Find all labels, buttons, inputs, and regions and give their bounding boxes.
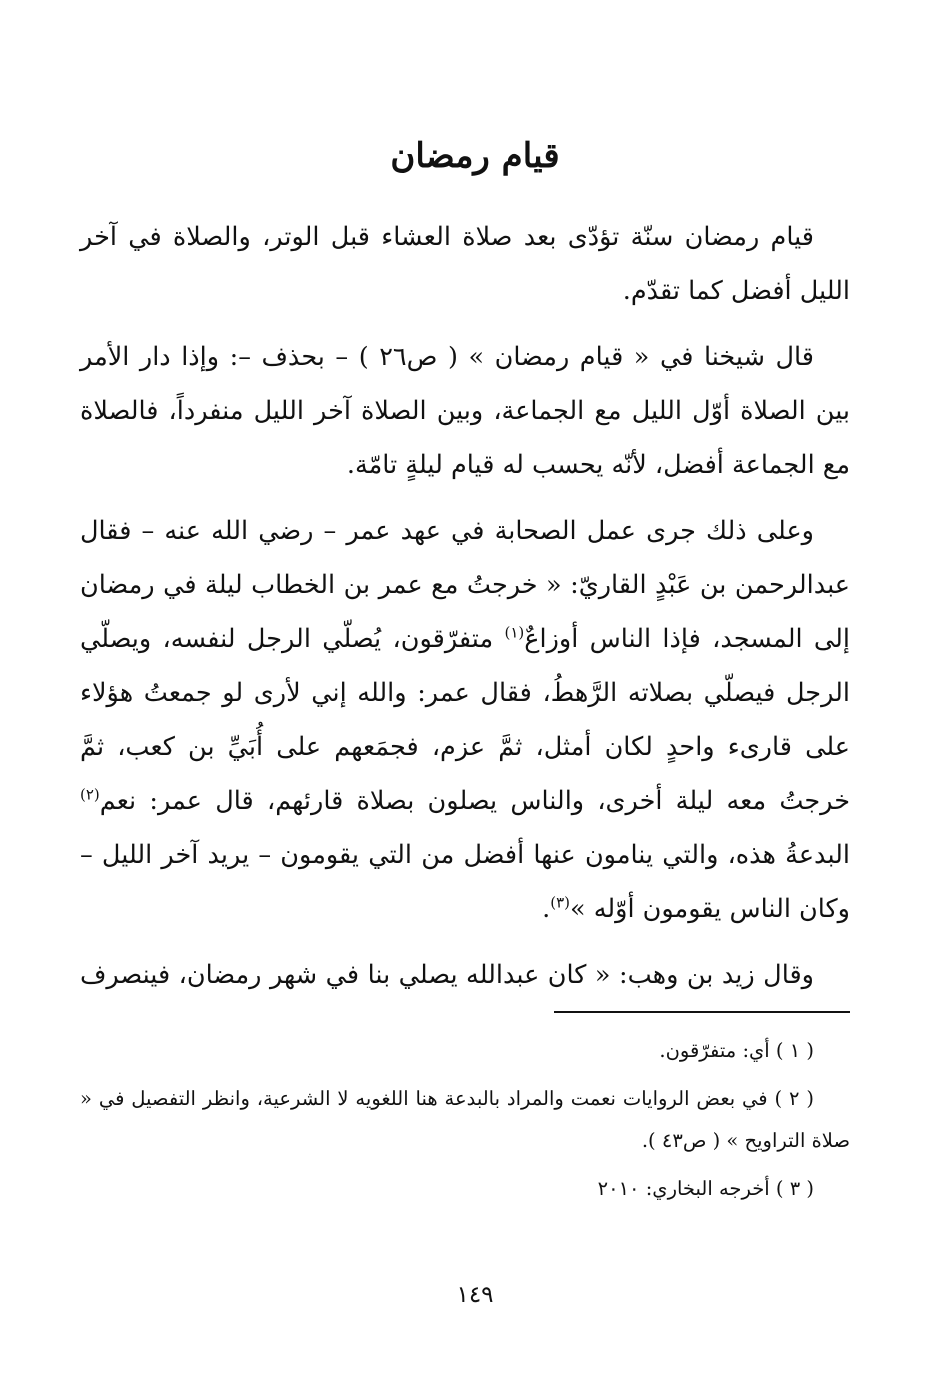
paragraph-2: قال شيخنا في « قيام رمضان » ( ص٢٦ ) – بحذف –: وإذا دار الأمر بين الصلاة أوّل الليل مع الجماعة، وبين الصلاة آخر الليل منفرداً، فالصلاة مع الجماعة أفضل، لأنّه يحسب له قيام ليلةٍ تامّة. xyxy=(80,342,850,480)
footnote-ref-1[interactable]: (١) xyxy=(504,623,525,642)
paragraph-3 xyxy=(80,504,850,936)
footnote-1: ( ١ ) أي: متفرّقون. xyxy=(659,1039,814,1062)
paragraph-4: وقال زيد بن وهب: « كان عبدالله يصلي بنا في شهر رمضان، فينصرف xyxy=(80,960,814,990)
paragraph-1: قيام رمضان سنّة تؤدّى بعد صلاة العشاء قبل الوتر، والصلاة في آخر الليل أفضل كما تقدّم. xyxy=(80,222,850,306)
paragraph-3-part-3: البدعةُ هذه، والتي ينامون عنها أفضل من التي يقومون – يريد آخر الليل – وكان الناس يقومون أوّله » xyxy=(80,840,850,924)
footnote-divider xyxy=(554,1011,850,1013)
page-number: ١٤٩ xyxy=(456,1282,494,1308)
footnote-3: ( ٣ ) أخرجه البخاري: ٢٠١٠ xyxy=(597,1177,814,1200)
paragraph-3-part-4: . xyxy=(542,894,551,924)
paragraph-3-part-2: متفرّقون، يُصلّي الرجل لنفسه، ويصلّي الرجل فيصلّي بصلاته الرَّهطُ، فقال عمر: والله إني لأرى لو جمعتُ هؤلاء على قارىء واحدٍ لكان أمثل، ثمَّ عزم، فجمَعهم على أُبَيِّ بن كعب، ثمَّ خرجتُ معه ليلة أخرى، والناس يصلون بصلاة قارئهم، قال عمر: نعم xyxy=(80,624,850,816)
footnote-2: ( ٢ ) في بعض الروايات نعمت والمراد بالبدعة هنا اللغويه لا الشرعية، وانظر التفصيل في « صلاة التراويح » ( ص٤٣ ). xyxy=(80,1087,850,1152)
page-title: قيام رمضان xyxy=(390,136,560,176)
footnote-ref-3[interactable]: (٣) xyxy=(550,893,570,912)
footnote-ref-2[interactable]: (٢) xyxy=(80,785,100,804)
paragraph-3-part-1: وعلى ذلك جرى عمل الصحابة في عهد عمر – رضي الله عنه – فقال عبدالرحمن بن عَبْدٍ القاريّ: « خرجتُ مع عمر بن الخطاب ليلة في رمضان إلى المسجد، فإذا الناس أوزاعٌ xyxy=(80,516,851,654)
footnotes xyxy=(80,1030,850,1216)
body-text xyxy=(80,210,850,1014)
